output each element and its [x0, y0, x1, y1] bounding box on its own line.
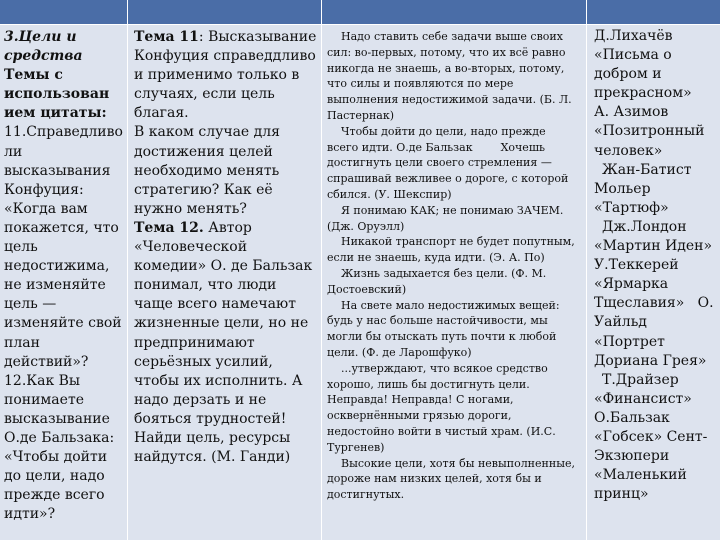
- col3-line: сбился. (У. Шекспир): [327, 187, 452, 201]
- col4-line: Уайльд: [594, 314, 647, 331]
- col3-line: могли бы отыскать путь почти к любой: [327, 330, 557, 344]
- col3-line: Никакой транспорт не будет попутным,: [341, 235, 575, 249]
- col3-line: спрашивай вежливее о дороге, с которой: [327, 172, 569, 186]
- col2-line: найдутся. (М. Ганди): [134, 449, 291, 466]
- col1-line: до цели, надо: [4, 468, 105, 485]
- col2-line: понимал, что люди: [134, 277, 277, 294]
- column-themes: [128, 25, 321, 540]
- col2-line: чаще всего намечают: [134, 296, 296, 313]
- col4-line: прекрасном»: [594, 85, 692, 102]
- col4-line: «Мартин Иден»: [594, 238, 713, 255]
- col3-line: (Дж. Оруэлл): [327, 219, 405, 233]
- col4-line: добром и: [594, 66, 662, 83]
- col2-line: стратегию? Как её: [134, 181, 273, 198]
- col1-line: цель —: [4, 296, 57, 313]
- column-literature: [587, 25, 720, 540]
- col3-line: сил: во-первых, потому, что их всё равно: [327, 45, 566, 59]
- col1-line: изменяйте свой: [4, 315, 122, 332]
- col3-line: выполнения недостижимой задачи. (Б. Л.: [327, 93, 572, 107]
- col1-line: 3.Цели и: [4, 29, 77, 45]
- col3-line: цели. (Ф. де Ларошфуко): [327, 345, 472, 359]
- col1-line: покажется, что: [4, 219, 119, 236]
- col3-line: будь у нас больше настойчивости, мы: [327, 314, 548, 328]
- col3-line: Неправда! Неправда! С ногами,: [327, 393, 514, 407]
- col1-line: средства: [4, 48, 83, 65]
- col1-line: ли: [4, 143, 23, 160]
- col4-line: У.Теккерей: [594, 257, 679, 274]
- col4-line: «Письма о: [594, 47, 672, 64]
- col2-line: благая.: [134, 105, 189, 122]
- col4-line: «Финансист»: [594, 390, 692, 407]
- col2-line: [134, 219, 321, 238]
- col3-line: ...утверждают, что всякое средство: [341, 361, 548, 375]
- col1-line: понимаете: [4, 391, 84, 408]
- header-cell-1: [0, 0, 127, 24]
- col1-line: недостижима,: [4, 258, 110, 275]
- col4-line: Дж.Лондон: [602, 218, 687, 235]
- col3-line: Пастернак): [327, 108, 395, 122]
- col4-line: человек»: [594, 142, 663, 159]
- column-divider: [127, 0, 128, 540]
- col2-line: Конфуция справеддливо: [134, 48, 316, 65]
- col2-line: Найди цель, ресурсы: [134, 429, 291, 446]
- col1-line: Конфуция:: [4, 181, 84, 198]
- col3-line: Жизнь задыхается без цели. (Ф. М.: [341, 266, 547, 280]
- col2-line: достижения целей: [134, 143, 273, 160]
- col4-line: О.Бальзак: [594, 409, 670, 426]
- col4-line: Д.Лихачёв: [594, 28, 673, 44]
- column-topics: [0, 25, 127, 540]
- col4-line: Мольер: [594, 180, 651, 197]
- col4-line: «Ярмарка: [594, 276, 669, 293]
- col3-line: если не знаешь, куда идти. (Э. А. По): [327, 251, 545, 265]
- col1-line: «Чтобы дойти: [4, 449, 108, 466]
- col4-line: Жан-Батист: [602, 161, 692, 178]
- theme-12-label: Тема 12.: [134, 219, 204, 236]
- theme-11-rest: : Высказывание: [198, 29, 317, 45]
- col1-line: план: [4, 334, 40, 351]
- column-divider: [586, 0, 587, 540]
- col2-line: нужно менять?: [134, 200, 247, 217]
- col3-line: Высокие цели, хотя бы невыполненные,: [341, 456, 575, 470]
- col3-line: никогда не знаешь, а во-вторых, потому,: [327, 61, 565, 75]
- col1-line: высказывания: [4, 162, 111, 179]
- col2-line: и применимо только в: [134, 67, 300, 84]
- col1-line: идти»?: [4, 506, 56, 523]
- col2-line: необходимо менять: [134, 162, 280, 179]
- col3-line: дороже нам низких целей, хотя бы и: [327, 472, 542, 486]
- col3-line: Тургенев): [327, 440, 385, 454]
- col1-line: 12.Как Вы: [4, 372, 81, 389]
- col3-line: хорошо, лишь бы достигнуть цели.: [327, 377, 530, 391]
- col3-line: недостойно войти в чистый храм. (И.С.: [327, 424, 556, 438]
- col1-line: цель: [4, 239, 38, 256]
- col4-line: «Гобсек» Сент-: [594, 428, 708, 445]
- col4-line: Экзюпери: [594, 448, 670, 465]
- col2-line: предпринимают: [134, 334, 255, 351]
- col4-line: «Тартюф»: [594, 199, 669, 216]
- col3-line: На свете мало недостижимых вещей:: [341, 298, 560, 312]
- col3-line: что силы и появляются по мере: [327, 77, 514, 91]
- header-cell-3: [322, 0, 586, 24]
- header-cell-2: [128, 0, 321, 24]
- col4-line: Т.Драйзер: [602, 371, 679, 388]
- col1-line: не изменяйте: [4, 277, 106, 294]
- theme-12-rest: Автор: [203, 219, 252, 236]
- col4-line: Тщеславия» О.: [594, 295, 714, 312]
- col4-line: «Маленький: [594, 467, 687, 484]
- col3-line: Я понимаю КАК; не понимаю ЗАЧЕМ.: [341, 203, 564, 217]
- col3-line: достигнутых.: [327, 488, 405, 502]
- col2-line: В каком случае для: [134, 124, 281, 141]
- col4-line: «Портрет: [594, 333, 665, 350]
- col3-line: осквернёнными грязью дороги,: [327, 409, 512, 423]
- col1-line: высказывание: [4, 410, 110, 427]
- column-quotes: [322, 25, 586, 540]
- header-divider: [0, 24, 720, 25]
- col4-line: принц»: [594, 486, 649, 503]
- col1-line: О.де Бальзака:: [4, 429, 115, 446]
- col2-line: серьёзных усилий,: [134, 353, 273, 370]
- col4-line: Дориана Грея»: [594, 352, 707, 369]
- col3-line: Достоевский): [327, 282, 407, 296]
- col3-line: Надо ставить себе задачи выше своих: [341, 30, 563, 43]
- theme-11-label: Тема 11: [134, 29, 199, 45]
- col2-line: жизненные цели, но не: [134, 315, 309, 332]
- col1-line: использован: [4, 86, 110, 103]
- col2-line: надо дерзать и не: [134, 391, 267, 408]
- column-divider: [321, 0, 322, 540]
- col1-line: прежде всего: [4, 487, 105, 504]
- header-cell-4: [587, 0, 720, 24]
- col2-line: случаях, если цель: [134, 86, 275, 103]
- col2-line: [134, 28, 321, 47]
- col4-line: «Позитронный: [594, 123, 705, 140]
- col2-line: комедии» О. де Бальзак: [134, 258, 313, 275]
- col1-line: «Когда вам: [4, 200, 88, 217]
- col1-line: Темы с: [4, 67, 63, 84]
- col1-line: 11.Справедливо: [4, 124, 123, 141]
- col2-line: чтобы их исполнить. А: [134, 372, 303, 389]
- col4-line: А. Азимов: [594, 104, 669, 121]
- col2-line: «Человеческой: [134, 239, 248, 256]
- col3-line: всего идти. О.де Бальзак Хочешь: [327, 140, 546, 154]
- col1-line: действий»?: [4, 353, 89, 370]
- col3-line: Чтобы дойти до цели, надо прежде: [341, 124, 546, 138]
- col2-line: бояться трудностей!: [134, 410, 287, 427]
- col3-line: достигнуть цели своего стремления —: [327, 156, 552, 170]
- col1-line: ием цитаты:: [4, 105, 107, 122]
